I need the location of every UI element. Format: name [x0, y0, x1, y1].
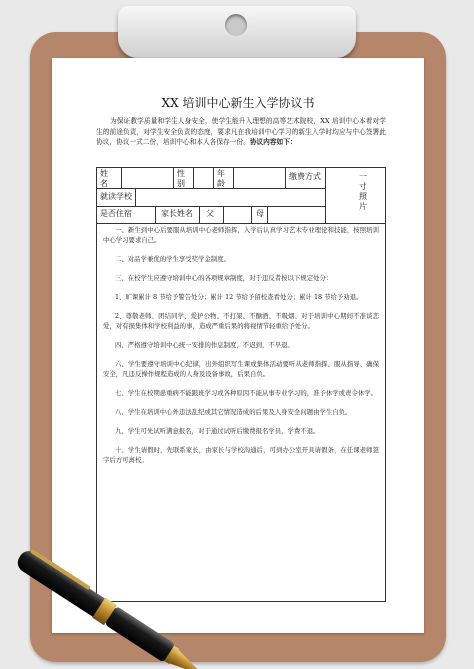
dorm-label: 是否住宿 [100, 209, 132, 218]
clause-item: 一、新生到中心后要服从培训中心老师指挥，入学后认真学习艺术专业理论和技能，按照培训中心学习要求自己。 [103, 226, 379, 244]
school-label: 就读学校 [100, 192, 132, 201]
clause-item: 四、严格遵守培训中心统一安排的作息制度，不迟到，不早退。 [115, 341, 294, 349]
mother-label: 母 [256, 209, 264, 218]
clauses-list [103, 225, 379, 474]
clause-item: 十、学生请假时，先联系家长，由家长与学校沟通后，可到办公室开具请假条，在任课老师签字后方可离校。 [103, 446, 379, 464]
father-label: 父 [206, 209, 214, 218]
clause-item: 七、学生在校期患重病不能跟班学习或各种原因不能从事专业学习的，准予休学或责令休学。 [115, 389, 378, 397]
clause-item: 九、学生可先试听满意报名，对于通过试听后缴费报名学员，学费不退。 [115, 427, 320, 435]
document-title: XX 培训中心新生入学协议书 [161, 96, 315, 110]
intro-text: 为保证教学质量和学生人身安全，使学生能升入理想的高等艺术院校，XX 培训中心本着对学生的前途负责，对学生安全负责的态度，要求凡在我培训中心学习的新生入学时均应与中心签署此协议，协议一式二份，培训中心和本人各保存一份。 [96, 117, 386, 146]
enrollment-form-table [96, 167, 386, 602]
agreement-subhead: 协议内容如下： [249, 138, 297, 146]
gender-label: 性别 [177, 169, 185, 188]
intro-paragraph [96, 116, 386, 148]
clip-hole [225, 14, 247, 36]
parent-name-label: 家长姓名 [161, 209, 193, 218]
photo-label: 一寸照片 [359, 172, 367, 211]
clause-item: 六、学生要遵守培训中心纪律，出外组织写生课或集体活动要听从老师指挥、服从指导、确保安全，凡违反操作规程造成的人身及设备事故，后果自负。 [103, 360, 379, 378]
age-label: 年龄 [217, 169, 225, 188]
clause-item: 2、尊敬老师、团结同学、爱护公物、不打架、不酗酒、不吸烟、对于培训中心期间不准谈恋爱，对有损集体和学校利益的事，造成严重后果的将视情节轻重给予处分。 [103, 312, 379, 330]
clause-item: 八、学生在培训中心外违法乱纪或其它情况造成的后果及人身安全问题由学生自负。 [115, 408, 352, 416]
fountain-pen-icon [0, 540, 260, 669]
clause-item: 二、对品学兼优的学生享受奖学金制度。 [115, 255, 231, 263]
name-label: 姓名 [100, 169, 108, 188]
clause-item: 三、在校学生应遵守培训中心的各项规章制度，对于违反者按以下规定处分： [115, 274, 333, 282]
clause-item: 1、旷课累计 8 节给予警告处分；累计 12 节给予留校查看处分；累计 18 节给予劝退。 [115, 293, 363, 301]
fee-method-label: 缴费方式 [289, 172, 321, 181]
